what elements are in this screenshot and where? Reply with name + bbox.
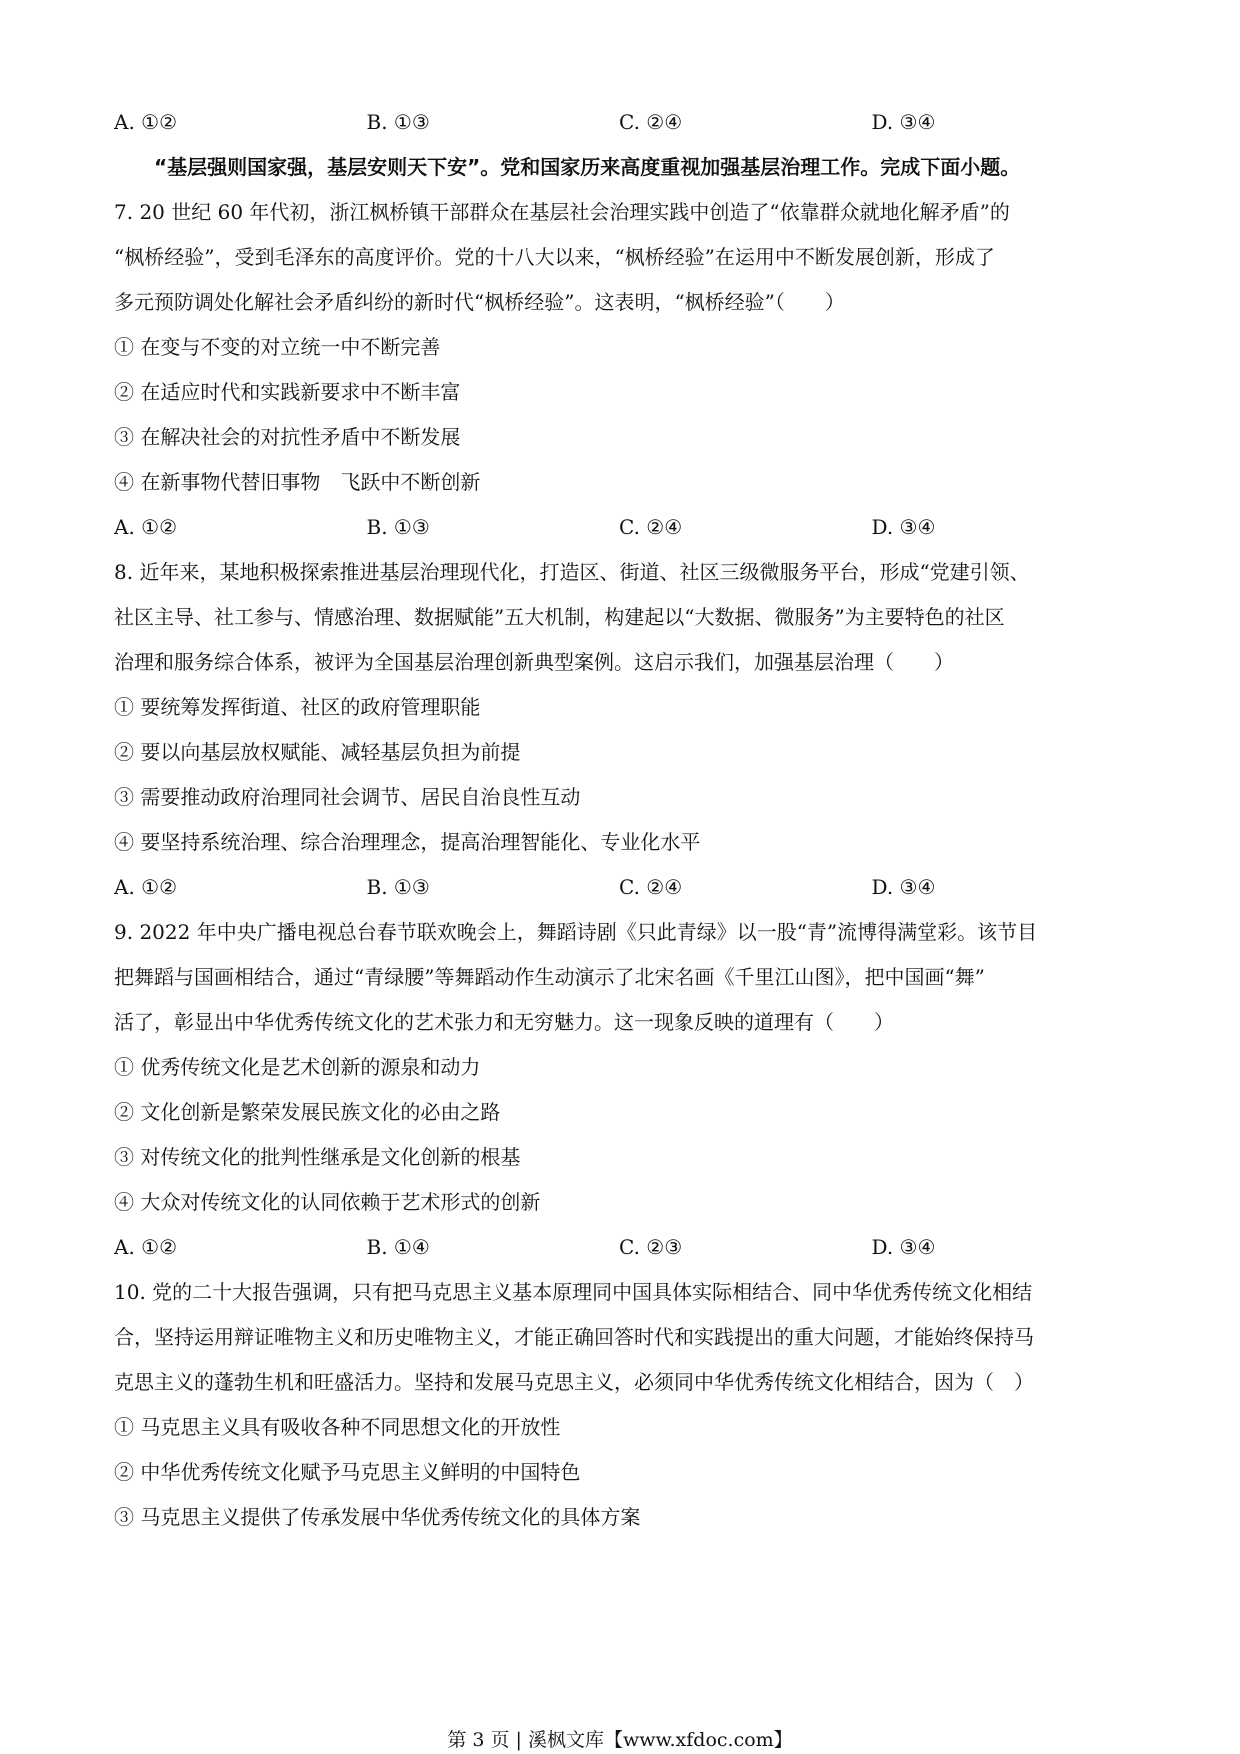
- option-c: C. ②④: [619, 110, 683, 134]
- question-8: [114, 550, 1124, 910]
- material-intro: “基层强则国家强，基层安则天下安”。党和国家历来高度重视加强基层治理工作。完成下面小题。: [154, 155, 1021, 179]
- statement: ① 在变与不变的对立统一中不断完善: [114, 335, 441, 359]
- statement: ④ 大众对传统文化的认同依赖于艺术形式的创新: [114, 1190, 541, 1214]
- statement: ③ 需要推动政府治理同社会调节、居民自治良性互动: [114, 785, 581, 809]
- question-stem-line: 活了，彰显出中华优秀传统文化的艺术张力和无穷魅力。这一现象反映的道理有（ ）: [114, 1010, 894, 1034]
- statement: ③ 马克思主义提供了传承发展中华优秀传统文化的具体方案: [114, 1505, 641, 1529]
- option-d: D. ③④: [871, 875, 936, 899]
- question-stem-line: 10. 党的二十大报告强调，只有把马克思主义基本原理同中国具体实际相结合、同中华优秀传统文化相结: [114, 1280, 1033, 1304]
- question-stem-line: 社区主导、社工参与、情感治理、数据赋能”五大机制，构建起以“大数据、微服务”为主要特色的社区: [114, 605, 1005, 629]
- option-d: D. ③④: [871, 1235, 936, 1259]
- option-a: A. ①②: [114, 110, 178, 134]
- page-content: [114, 100, 1124, 1540]
- statement: ① 优秀传统文化是艺术创新的源泉和动力: [114, 1055, 481, 1079]
- page-footer: 第 3 页 | 溪枫文库【www.xfdoc.com】: [447, 1729, 793, 1751]
- option-c: C. ②④: [619, 875, 683, 899]
- question-stem-line: 克思主义的蓬勃生机和旺盛活力。坚持和发展马克思主义，必须同中华优秀传统文化相结合，因为（ ）: [114, 1370, 1034, 1394]
- option-b: B. ①③: [366, 875, 430, 899]
- question-stem-line: “枫桥经验”，受到毛泽东的高度评价。党的十八大以来，“枫桥经验”在运用中不断发展创新，形成了: [114, 245, 995, 269]
- option-c: C. ②③: [619, 1235, 683, 1259]
- statement: ② 中华优秀传统文化赋予马克思主义鲜明的中国特色: [114, 1460, 581, 1484]
- question-options: [114, 1225, 1124, 1270]
- question-options: [114, 505, 1124, 550]
- statement: ② 在适应时代和实践新要求中不断丰富: [114, 380, 461, 404]
- statement: ③ 在解决社会的对抗性矛盾中不断发展: [114, 425, 461, 449]
- question-stem-line: 8. 近年来，某地积极探索推进基层治理现代化，打造区、街道、社区三级微服务平台，形成“党建引领、: [114, 560, 1030, 584]
- option-b: B. ①③: [366, 110, 430, 134]
- option-d: D. ③④: [871, 515, 936, 539]
- option-d: D. ③④: [871, 110, 936, 134]
- statement: ③ 对传统文化的批判性继承是文化创新的根基: [114, 1145, 521, 1169]
- question-options: [114, 865, 1124, 910]
- question-stem-line: 9. 2022 年中央广播电视总台春节联欢晚会上，舞蹈诗剧《只此青绿》以一股“青”流博得满堂彩。该节目: [114, 920, 1038, 944]
- prev-question-options: [114, 100, 1124, 145]
- question-stem-line: 把舞蹈与国画相结合，通过“青绿腰”等舞蹈动作生动演示了北宋名画《千里江山图》，把中国画“舞”: [114, 965, 985, 989]
- option-a: A. ①②: [114, 875, 178, 899]
- option-a: A. ①②: [114, 515, 178, 539]
- option-b: B. ①③: [366, 515, 430, 539]
- question-9: [114, 910, 1124, 1270]
- statement: ④ 要坚持系统治理、综合治理理念，提高治理智能化、专业化水平: [114, 830, 701, 854]
- statement: ② 要以向基层放权赋能、减轻基层负担为前提: [114, 740, 521, 764]
- option-b: B. ①④: [366, 1235, 430, 1259]
- statement: ④ 在新事物代替旧事物 飞跃中不断创新: [114, 470, 481, 494]
- question-7: [114, 190, 1124, 550]
- question-stem-line: 多元预防调处化解社会矛盾纠纷的新时代“枫桥经验”。这表明，“枫桥经验”（ ）: [114, 290, 845, 314]
- question-stem-line: 合，坚持运用辩证唯物主义和历史唯物主义，才能正确回答时代和实践提出的重大问题，才能始终保持马: [114, 1325, 1034, 1349]
- option-c: C. ②④: [619, 515, 683, 539]
- statement: ① 要统筹发挥街道、社区的政府管理职能: [114, 695, 481, 719]
- question-stem-line: 治理和服务综合体系，被评为全国基层治理创新典型案例。这启示我们，加强基层治理（ ）: [114, 650, 954, 674]
- question-stem-line: 7. 20 世纪 60 年代初，浙江枫桥镇干部群众在基层社会治理实践中创造了“依靠群众就地化解矛盾”的: [114, 200, 1010, 224]
- statement: ② 文化创新是繁荣发展民族文化的必由之路: [114, 1100, 501, 1124]
- option-a: A. ①②: [114, 1235, 178, 1259]
- question-10: [114, 1270, 1124, 1540]
- statement: ① 马克思主义具有吸收各种不同思想文化的开放性: [114, 1415, 561, 1439]
